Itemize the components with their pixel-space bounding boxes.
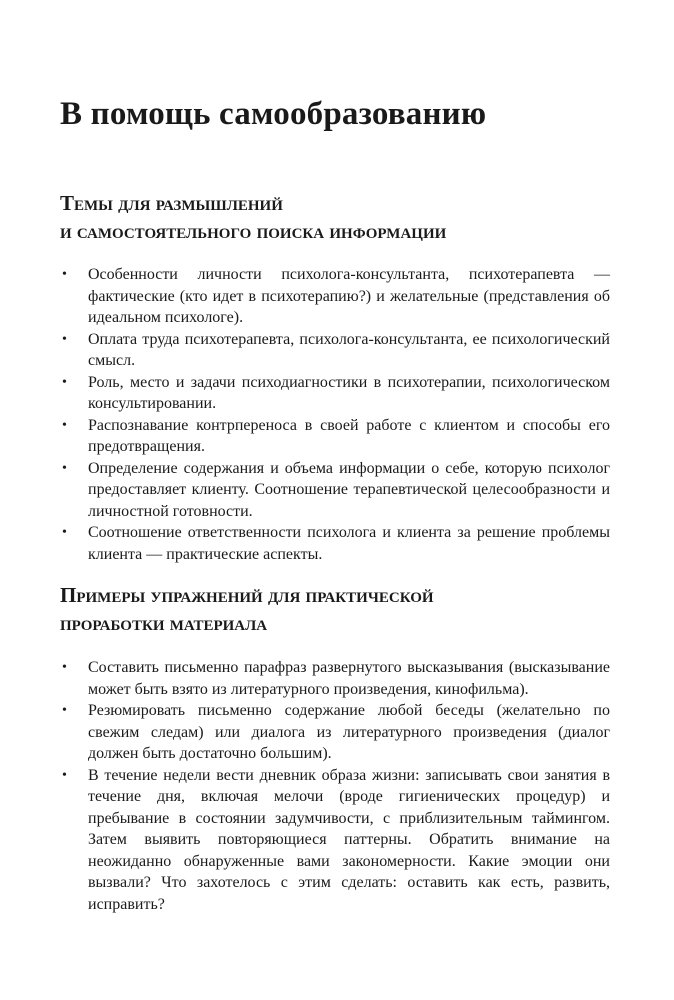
section-heading-line: Темы для размышлений	[60, 191, 283, 215]
bullet-icon: •	[62, 660, 67, 675]
bullet-icon: •	[62, 417, 67, 433]
list-item-text: Составить письменно парафраз развернутого высказывания (высказывание может быть взято из литературного произведения, кинофильма).	[88, 659, 610, 698]
bullet-icon: •	[62, 331, 67, 347]
section-exercises	[60, 581, 610, 915]
list-item-text: Соотношение ответственности психолога и клиента за решение проблемы клиента — практические аспекты.	[88, 524, 610, 563]
list-item	[60, 458, 610, 523]
bullet-icon: •	[62, 267, 67, 282]
list-item	[60, 657, 610, 700]
section-heading-line: и самостоятельного поиска информации	[60, 219, 447, 243]
section-heading	[60, 581, 610, 637]
section-heading-line: Примеры упражнений для практической	[60, 583, 434, 607]
list-item	[60, 264, 610, 329]
list-item-text: В течение недели вести дневник образа жизни: записывать свои занятия в течение дня, включая мелочи (вроде гигиенических процедур) и пребывание в состоянии задумчивости, с приблизительным таймингом. Затем выявить повторяющиеся паттерны. Обратить внимание на неожиданно обнаруженные вами закономерности. Какие эмоции они вызвали? Что захотелось с этим сделать: оставить как есть, развить, исправить?	[88, 766, 610, 913]
bullet-icon: •	[62, 703, 67, 718]
section-heading	[60, 189, 610, 245]
list-item	[60, 372, 610, 415]
bullet-icon: •	[62, 460, 67, 476]
bullet-icon: •	[62, 374, 67, 390]
list-item-text: Распознавание контрпереноса в своей работе с клиентом и способы его предотвращения.	[88, 416, 610, 455]
list-item-text: Оплата труда психотерапевта, психолога-консультанта, ее психологический смысл.	[88, 330, 610, 369]
list-item	[60, 765, 610, 916]
list-item-text: Особенности личности психолога-консультанта, психотерапевта — фактические (кто идет в психотерапию?) и желательные (представления об идеальном психологе).	[88, 266, 610, 326]
list-item-text: Резюмировать письменно содержание любой беседы (желательно по свежим следам) или диалога из литературного произведения (диалог должен быть достаточно большим).	[88, 702, 610, 762]
list-item	[60, 415, 610, 458]
section-topics	[60, 189, 610, 565]
list-item	[60, 700, 610, 765]
exercises-list	[60, 657, 610, 915]
list-item-text: Роль, место и задачи психодиагностики в психотерапии, психологическом консультировании.	[88, 373, 610, 412]
list-item	[60, 329, 610, 372]
bullet-icon: •	[62, 767, 67, 783]
section-heading-line: проработки материала	[60, 611, 268, 635]
topics-list	[60, 264, 610, 565]
list-item-text: Определение содержания и объема информации о себе, которую психолог предоставляет клиенту. Соотношение терапевтической целесообразности и личностной готовности.	[88, 459, 610, 520]
bullet-icon: •	[62, 525, 67, 540]
page-title: В помощь самообразованию	[60, 96, 487, 132]
list-item	[60, 522, 610, 565]
